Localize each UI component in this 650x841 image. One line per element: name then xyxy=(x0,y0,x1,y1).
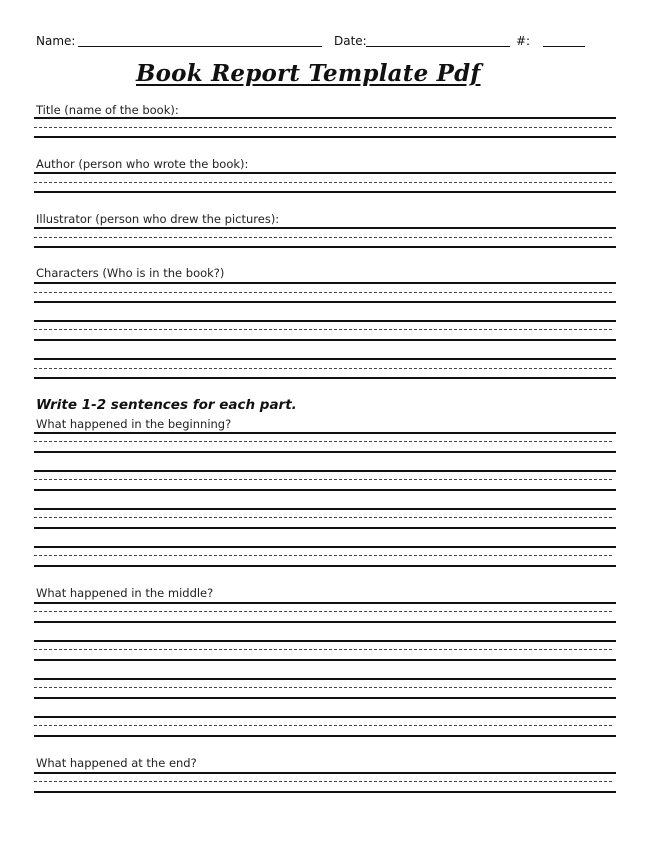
dashed-guide-line xyxy=(34,441,612,442)
date-field[interactable] xyxy=(366,34,510,47)
writing-line[interactable] xyxy=(34,451,616,453)
name-label: Name: xyxy=(36,34,76,48)
writing-line[interactable] xyxy=(34,602,616,604)
end-label: What happened at the end? xyxy=(36,756,197,770)
writing-line[interactable] xyxy=(34,320,616,322)
beginning-label: What happened in the beginning? xyxy=(36,417,232,431)
writing-line[interactable] xyxy=(34,508,616,510)
writing-line[interactable] xyxy=(34,136,616,138)
writing-line[interactable] xyxy=(34,716,616,718)
writing-line[interactable] xyxy=(34,621,616,623)
dashed-guide-line xyxy=(34,517,612,518)
writing-line[interactable] xyxy=(34,227,616,229)
characters-label: Characters (Who is in the book?) xyxy=(36,266,225,280)
writing-line[interactable] xyxy=(34,546,616,548)
dashed-guide-line xyxy=(34,368,612,369)
dashed-guide-line xyxy=(34,725,612,726)
writing-line[interactable] xyxy=(34,772,616,774)
writing-line[interactable] xyxy=(34,172,616,174)
instructions-heading: Write 1-2 sentences for each part. xyxy=(36,397,297,413)
number-field[interactable] xyxy=(543,34,585,47)
writing-line[interactable] xyxy=(34,377,616,379)
dashed-guide-line xyxy=(34,555,612,556)
dashed-guide-line xyxy=(34,237,612,238)
writing-line[interactable] xyxy=(34,339,616,341)
writing-line[interactable] xyxy=(34,678,616,680)
writing-line[interactable] xyxy=(34,489,616,491)
writing-line[interactable] xyxy=(34,282,616,284)
dashed-guide-line xyxy=(34,182,612,183)
dashed-guide-line xyxy=(34,611,612,612)
writing-line[interactable] xyxy=(34,735,616,737)
dashed-guide-line xyxy=(34,649,612,650)
date-label: Date: xyxy=(334,34,367,48)
name-field[interactable] xyxy=(78,34,322,47)
writing-line[interactable] xyxy=(34,246,616,248)
dashed-guide-line xyxy=(34,127,612,128)
number-label: #: xyxy=(516,34,531,48)
writing-line[interactable] xyxy=(34,301,616,303)
dashed-guide-line xyxy=(34,687,612,688)
dashed-guide-line xyxy=(34,781,612,782)
writing-line[interactable] xyxy=(34,527,616,529)
author-label: Author (person who wrote the book): xyxy=(36,157,249,171)
writing-line[interactable] xyxy=(34,697,616,699)
dashed-guide-line xyxy=(34,329,612,330)
page-title: Book Report Template Pdf xyxy=(136,60,481,87)
writing-line[interactable] xyxy=(34,117,616,119)
writing-line[interactable] xyxy=(34,191,616,193)
middle-label: What happened in the middle? xyxy=(36,586,214,600)
writing-line[interactable] xyxy=(34,565,616,567)
writing-line[interactable] xyxy=(34,358,616,360)
writing-line[interactable] xyxy=(34,640,616,642)
writing-line[interactable] xyxy=(34,432,616,434)
title-label: Title (name of the book): xyxy=(36,103,179,117)
dashed-guide-line xyxy=(34,479,612,480)
writing-line[interactable] xyxy=(34,791,616,793)
dashed-guide-line xyxy=(34,292,612,293)
writing-line[interactable] xyxy=(34,659,616,661)
writing-line[interactable] xyxy=(34,470,616,472)
illustrator-label: Illustrator (person who drew the pictures): xyxy=(36,212,280,226)
